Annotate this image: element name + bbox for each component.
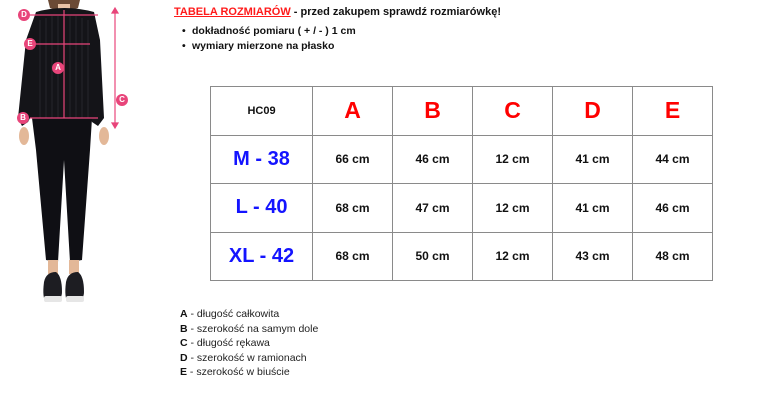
bullet-icon: •: [182, 25, 186, 37]
table-cell: 48 cm: [633, 232, 713, 281]
model-code: HC09: [211, 87, 313, 136]
legend-key: C: [180, 337, 188, 349]
marker-b: B: [17, 112, 29, 124]
note-item: [182, 24, 356, 39]
size-chart-title: TABELA ROZMIARÓW: [174, 6, 291, 18]
table-header-row: [211, 87, 713, 136]
table-cell: 47 cm: [393, 184, 473, 233]
table-cell: 12 cm: [473, 184, 553, 233]
table-cell: 12 cm: [473, 135, 553, 184]
table-cell: 12 cm: [473, 232, 553, 281]
table-row: [211, 184, 713, 233]
legend-item: [180, 307, 318, 322]
table-cell: 46 cm: [633, 184, 713, 233]
column-header-c: C: [473, 87, 553, 136]
legend-item: [180, 351, 318, 366]
marker-e: E: [24, 38, 36, 50]
legend-key: D: [180, 351, 188, 364]
size-chart-subtitle: - przed zakupem sprawdź rozmiarówkę!: [290, 6, 501, 18]
size-label: L - 40: [211, 184, 313, 233]
table-cell: 50 cm: [393, 232, 473, 281]
column-header-b: B: [393, 87, 473, 136]
bullet-icon: •: [182, 40, 186, 52]
note-text: dokładność pomiaru ( + / - ) 1 cm: [192, 25, 356, 37]
legend-text: - długość rękawa: [187, 337, 270, 349]
legend-key: E: [180, 366, 188, 378]
legend-key: B: [180, 322, 188, 335]
model-figure: [0, 0, 140, 320]
table-row: [211, 135, 713, 184]
table-cell: 66 cm: [313, 135, 393, 184]
column-header-d: D: [553, 87, 633, 136]
legend-item: [180, 365, 318, 380]
size-chart-header: [174, 6, 501, 18]
legend-text: - szerokość na samym dole: [187, 322, 319, 335]
note-text: wymiary mierzone na płasko: [192, 40, 335, 52]
size-label: M - 38: [211, 135, 313, 184]
note-item: [182, 39, 356, 54]
legend-text: - długość całkowita: [187, 308, 280, 320]
column-header-a: A: [313, 87, 393, 136]
marker-c: C: [116, 94, 128, 106]
marker-a: A: [52, 62, 64, 74]
measurement-legend: [180, 307, 318, 380]
model-illustration: [0, 0, 140, 320]
marker-d: D: [18, 9, 30, 21]
size-table: [210, 86, 713, 281]
table-cell: 41 cm: [553, 135, 633, 184]
table-cell: 68 cm: [313, 232, 393, 281]
legend-text: - szerokość w biuście: [187, 366, 290, 378]
legend-item: [180, 336, 318, 351]
legend-item: [180, 322, 318, 337]
table-cell: 46 cm: [393, 135, 473, 184]
table-cell: 43 cm: [553, 232, 633, 281]
measurement-notes: [182, 24, 356, 54]
size-label: XL - 42: [211, 232, 313, 281]
table-row: [211, 232, 713, 281]
table-cell: 41 cm: [553, 184, 633, 233]
legend-text: - szerokość w ramionach: [187, 351, 307, 364]
column-header-e: E: [633, 87, 713, 136]
table-cell: 68 cm: [313, 184, 393, 233]
legend-key: A: [180, 308, 188, 320]
table-cell: 44 cm: [633, 135, 713, 184]
